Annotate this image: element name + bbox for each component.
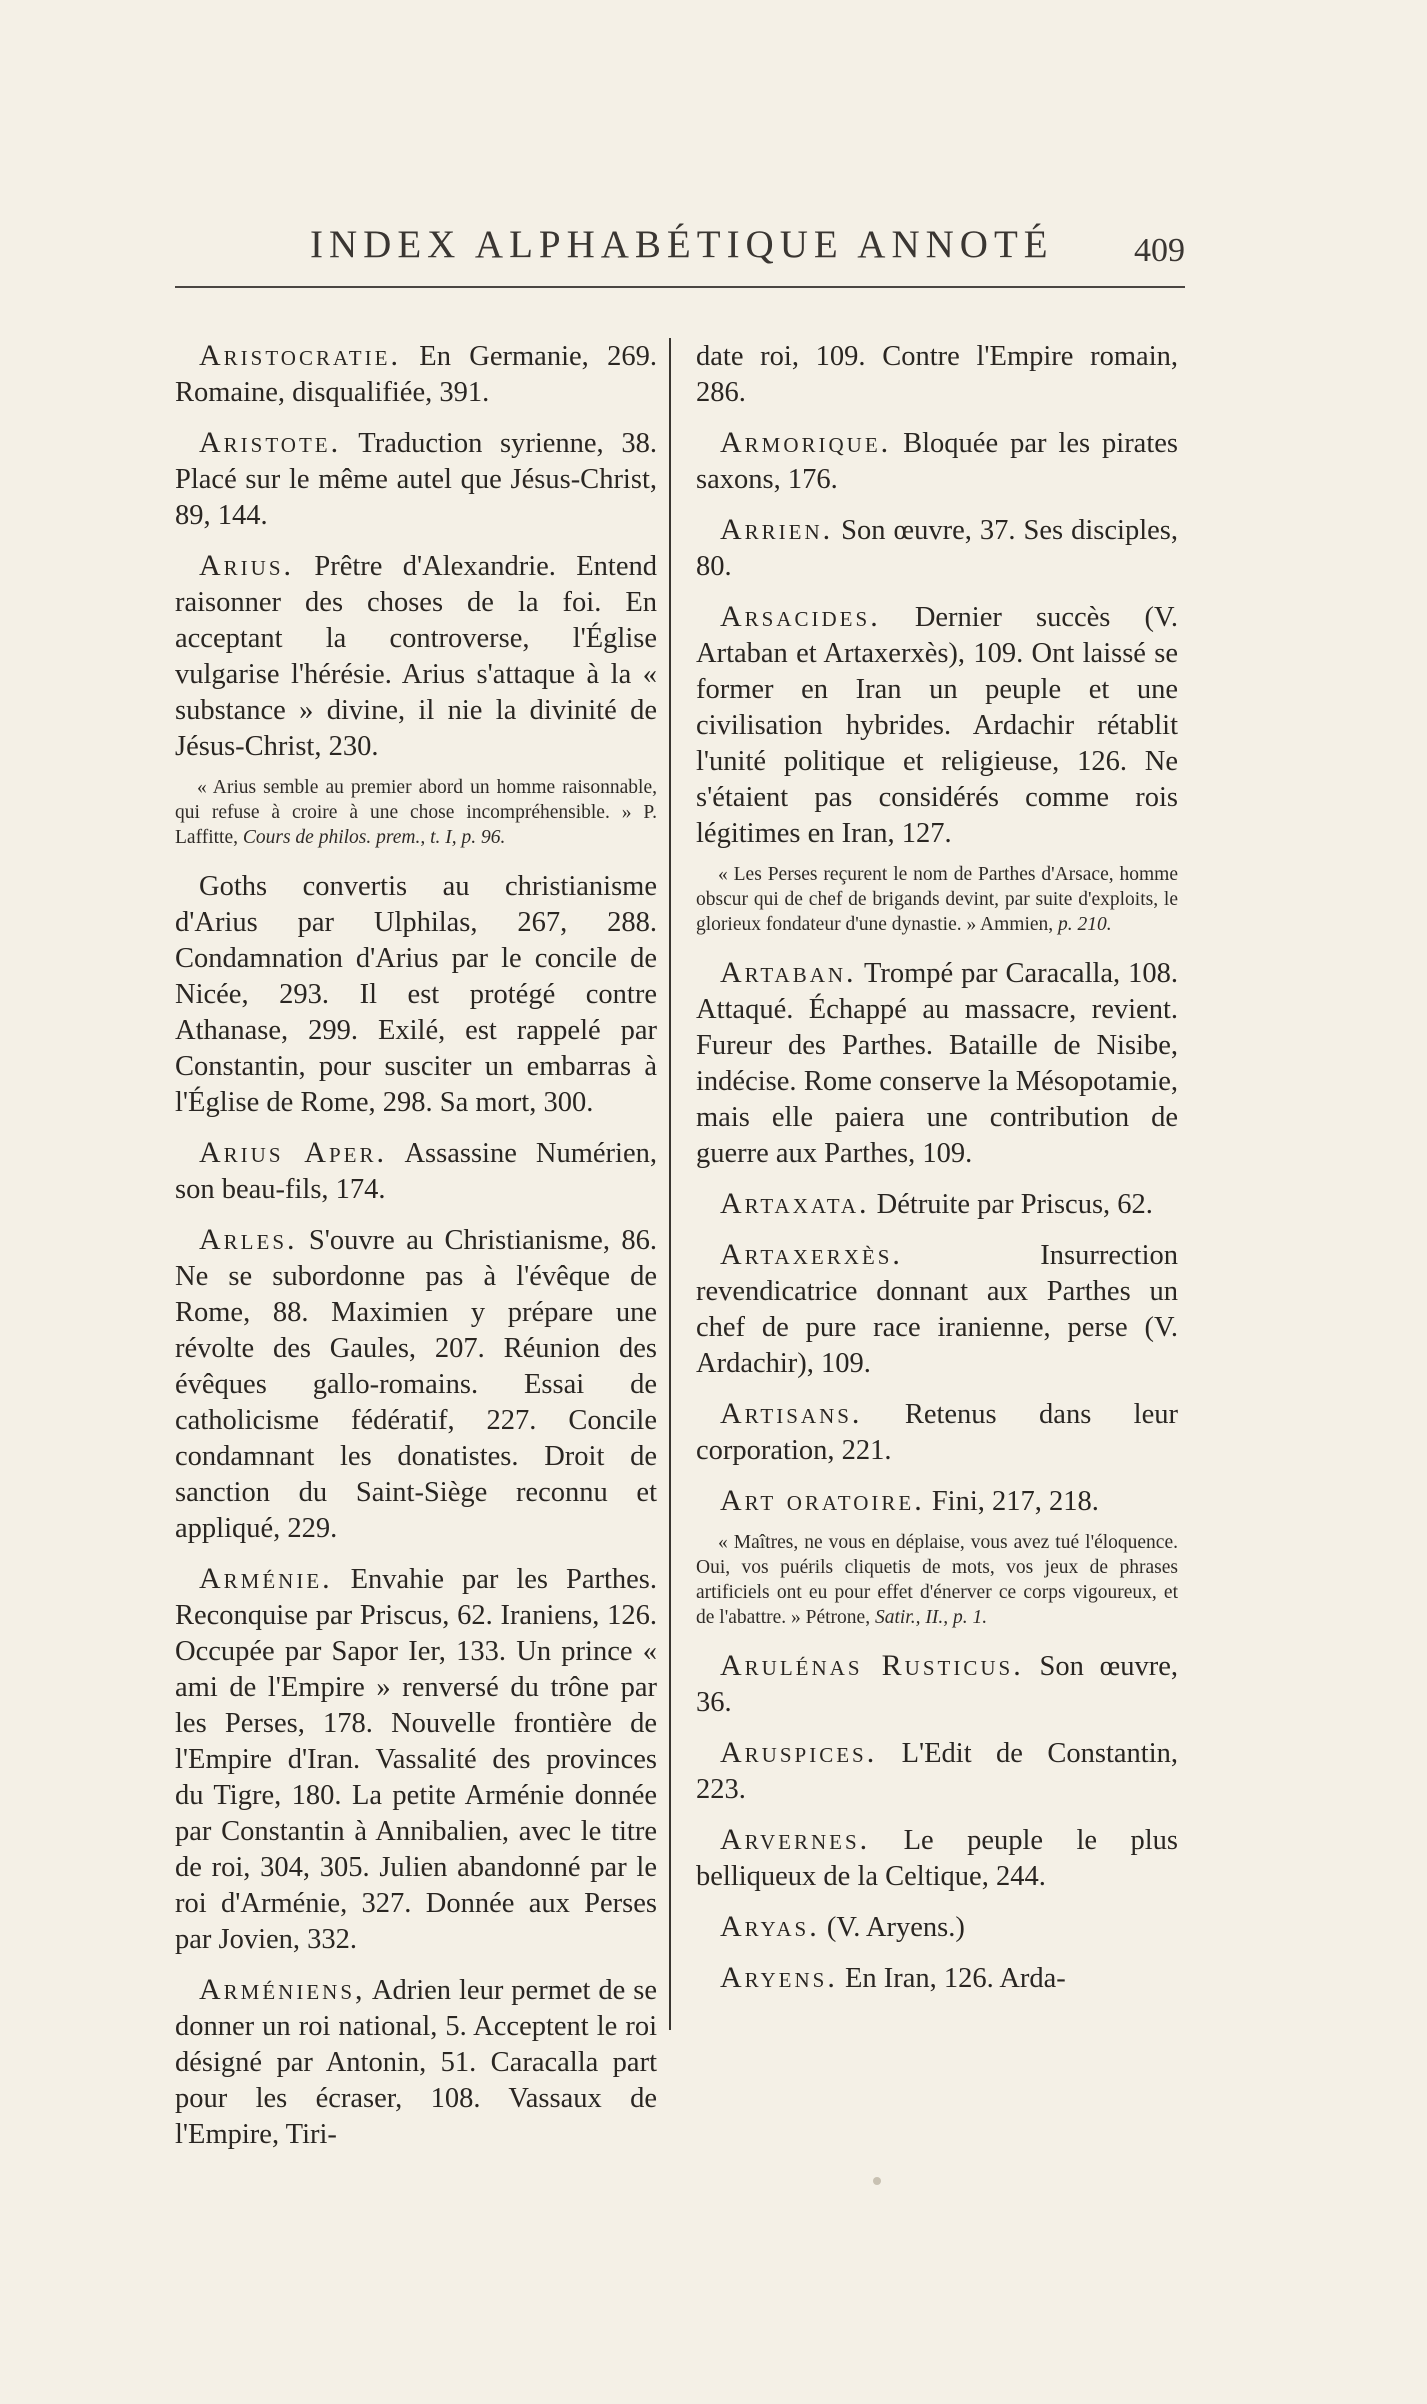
entry-head: Arménie. xyxy=(199,1562,333,1595)
entry-text: En Germanie, 269. Romaine, disqualifiée, 391. xyxy=(175,341,657,408)
index-entry xyxy=(175,548,657,765)
entry-head: Aryas. xyxy=(720,1910,820,1943)
entry-text: S'ouvre au Christianisme, 86. Ne se subordonne pas à l'évêque de Rome, 88. Maximien y prépare une révolte des Gaules, 207. Réunion des évêques gallo-romains. Essai de catholicisme fédératif, 227. Concile condamnant les donatistes. Droit de sanction du Saint-Siège reconnu et appliqué, 229. xyxy=(175,1225,657,1544)
entry-text: Insurrection revendicatrice donnant aux Parthes un chef de pure race iranienne, perse (V. Ardachir), 109. xyxy=(696,1240,1178,1379)
entry-text: Retenus dans leur corporation, 221. xyxy=(696,1399,1178,1466)
quote-text: « Arius semble au premier abord un homme raisonnable, qui refuse à croire à une chose incompréhensible. » P. Laffitte, xyxy=(175,777,657,848)
entry-head: Aristote. xyxy=(199,426,342,459)
entry-text: (V. Aryens.) xyxy=(819,1912,965,1943)
entry-text: Bloquée par les pirates saxons, 176. xyxy=(696,428,1178,495)
quotation xyxy=(696,862,1178,937)
running-title: INDEX ALPHABÉTIQUE ANNOTÉ xyxy=(310,223,1054,266)
header-rule xyxy=(175,286,1185,288)
entry-head: Arles. xyxy=(199,1223,298,1256)
quote-text: « Les Perses reçurent le nom de Parthes d'Arsace, homme obscur qui de chef de brigands devint, par suite d'exploits, le glorieux fondateur d'une dynastie. » Ammien, xyxy=(696,864,1178,935)
entry-text: Envahie par les Parthes. Reconquise par Priscus, 62. Iraniens, 126. Occupée par Sapor Ier, 133. Un prince « ami de l'Empire » renversé du trône par les Perses, 178. Nouvelle frontière de l'Empire d'Iran. Vassalité des provinces du Tigre, 180. La petite Arménie donnée par Constantin à Annibalien, avec le titre de roi, 304, 305. Julien abandonné par le roi d'Arménie, 327. Donnée aux Perses par Jovien, 332. xyxy=(175,1564,657,1955)
entry-head: Arvernes. xyxy=(720,1823,871,1856)
index-entry xyxy=(696,1909,1178,1946)
left-column xyxy=(175,338,657,2167)
entry-text: Son œuvre, 36. xyxy=(696,1651,1178,1718)
entry-head: Arulénas Rusticus. xyxy=(720,1649,1024,1682)
entry-text: Son œuvre, 37. Ses disciples, 80. xyxy=(696,515,1178,582)
index-entry xyxy=(175,1972,657,2153)
entry-text: Assassine Numérien, son beau-fils, 174. xyxy=(175,1138,657,1205)
index-entry xyxy=(175,1135,657,1208)
entry-head: Aruspices. xyxy=(720,1736,878,1769)
entry-text: En Iran, 126. Arda- xyxy=(837,1963,1066,1994)
page-number: 409 xyxy=(1134,232,1185,269)
index-entry xyxy=(175,868,657,1121)
entry-head: Arméniens, xyxy=(199,1973,366,2006)
entry-head: Artaxerxès. xyxy=(720,1238,903,1271)
quote-source: p. 210. xyxy=(1053,914,1112,935)
entry-text: Trompé par Caracalla, 108. Attaqué. Échappé au massacre, revient. Fureur des Parthes. Bataille de Nisibe, indécise. Rome conserve la Mésopotamie, mais elle paiera une contribution de guerre aux Parthes, 109. xyxy=(696,958,1178,1169)
entry-head: Aristocratie. xyxy=(199,339,401,372)
quote-text: « Maîtres, ne vous en déplaise, vous avez tué l'éloquence. Oui, vos puérils cliquetis de mots, vos jeux de phrases artificiels ont eu pour effet d'énerver ce corps vigoureux, et de l'abattre. » Pétrone, xyxy=(696,1532,1178,1628)
index-entry xyxy=(696,1648,1178,1721)
index-entry xyxy=(175,425,657,534)
entry-head: Artaban. xyxy=(720,956,857,989)
column-divider xyxy=(669,338,671,2030)
index-entry xyxy=(696,1396,1178,1469)
index-entry xyxy=(696,1186,1178,1223)
index-entry xyxy=(696,338,1178,411)
entry-head: Armorique. xyxy=(720,426,892,459)
entry-text: Dernier succès (V. Artaban et Artaxerxès), 109. Ont laissé se former en Iran un peuple et une civilisation hybrides. Ardachir rétablit l'unité politique et religieuse, 126. Ne s'étaient pas considérés comme rois légitimes en Iran, 127. xyxy=(696,602,1178,849)
index-entry xyxy=(696,1483,1178,1520)
entry-head: Arius Aper. xyxy=(199,1136,387,1169)
entry-head: Aryens. xyxy=(720,1961,838,1994)
entry-text: Le peuple le plus belliqueux de la Celtique, 244. xyxy=(696,1825,1178,1892)
entry-head: Arrien. xyxy=(720,513,834,546)
entry-text: Fini, 217, 218. xyxy=(924,1486,1099,1517)
index-entry xyxy=(696,1735,1178,1808)
index-entry xyxy=(696,955,1178,1172)
quote-source: Satir., II., p. 1. xyxy=(870,1607,988,1628)
index-entry xyxy=(696,425,1178,498)
quote-source: Cours de philos. prem., t. I, p. 96. xyxy=(238,827,506,848)
entry-text: L'Edit de Constantin, 223. xyxy=(696,1738,1178,1805)
entry-head: Art oratoire. xyxy=(720,1484,925,1517)
index-entry xyxy=(696,1237,1178,1382)
entry-head: Arius. xyxy=(199,549,295,582)
page-header xyxy=(175,222,1185,276)
right-column xyxy=(696,338,1178,2011)
ink-speck xyxy=(873,2177,881,2185)
entry-text: Traduction syrienne, 38. Placé sur le même autel que Jésus-Christ, 89, 144. xyxy=(175,428,657,531)
entry-text: Détruite par Priscus, 62. xyxy=(869,1189,1153,1220)
entry-text: Adrien leur permet de se donner un roi national, 5. Acceptent le roi désigné par Antonin, 51. Caracalla part pour les écraser, 108. Vassaux de l'Empire, Tiri- xyxy=(175,1975,657,2150)
index-entry xyxy=(175,1222,657,1547)
entry-head: Artisans. xyxy=(720,1397,863,1430)
entry-text: Goths convertis au christianisme d'Arius par Ulphilas, 267, 288. Condamnation d'Arius par le concile de Nicée, 293. Il est protégé contre Athanase, 299. Exilé, est rappelé par Constantin, pour susciter un embarras à l'Église de Rome, 298. Sa mort, 300. xyxy=(175,871,657,1118)
index-entry xyxy=(696,1822,1178,1895)
index-entry xyxy=(696,1960,1178,1997)
index-entry xyxy=(696,599,1178,852)
index-entry xyxy=(696,512,1178,585)
index-entry xyxy=(175,338,657,411)
entry-text: Prêtre d'Alexandrie. Entend raisonner des choses de la foi. En acceptant la controverse, l'Église vulgarise l'hérésie. Arius s'attaque à la « substance » divine, il nie la divinité de Jésus-Christ, 230. xyxy=(175,551,657,762)
index-entry xyxy=(175,1561,657,1958)
entry-head: Artaxata. xyxy=(720,1187,870,1220)
entry-head: Arsacides. xyxy=(720,600,881,633)
entry-text: date roi, 109. Contre l'Empire romain, 286. xyxy=(696,341,1178,408)
quotation xyxy=(696,1530,1178,1630)
quotation xyxy=(175,775,657,850)
